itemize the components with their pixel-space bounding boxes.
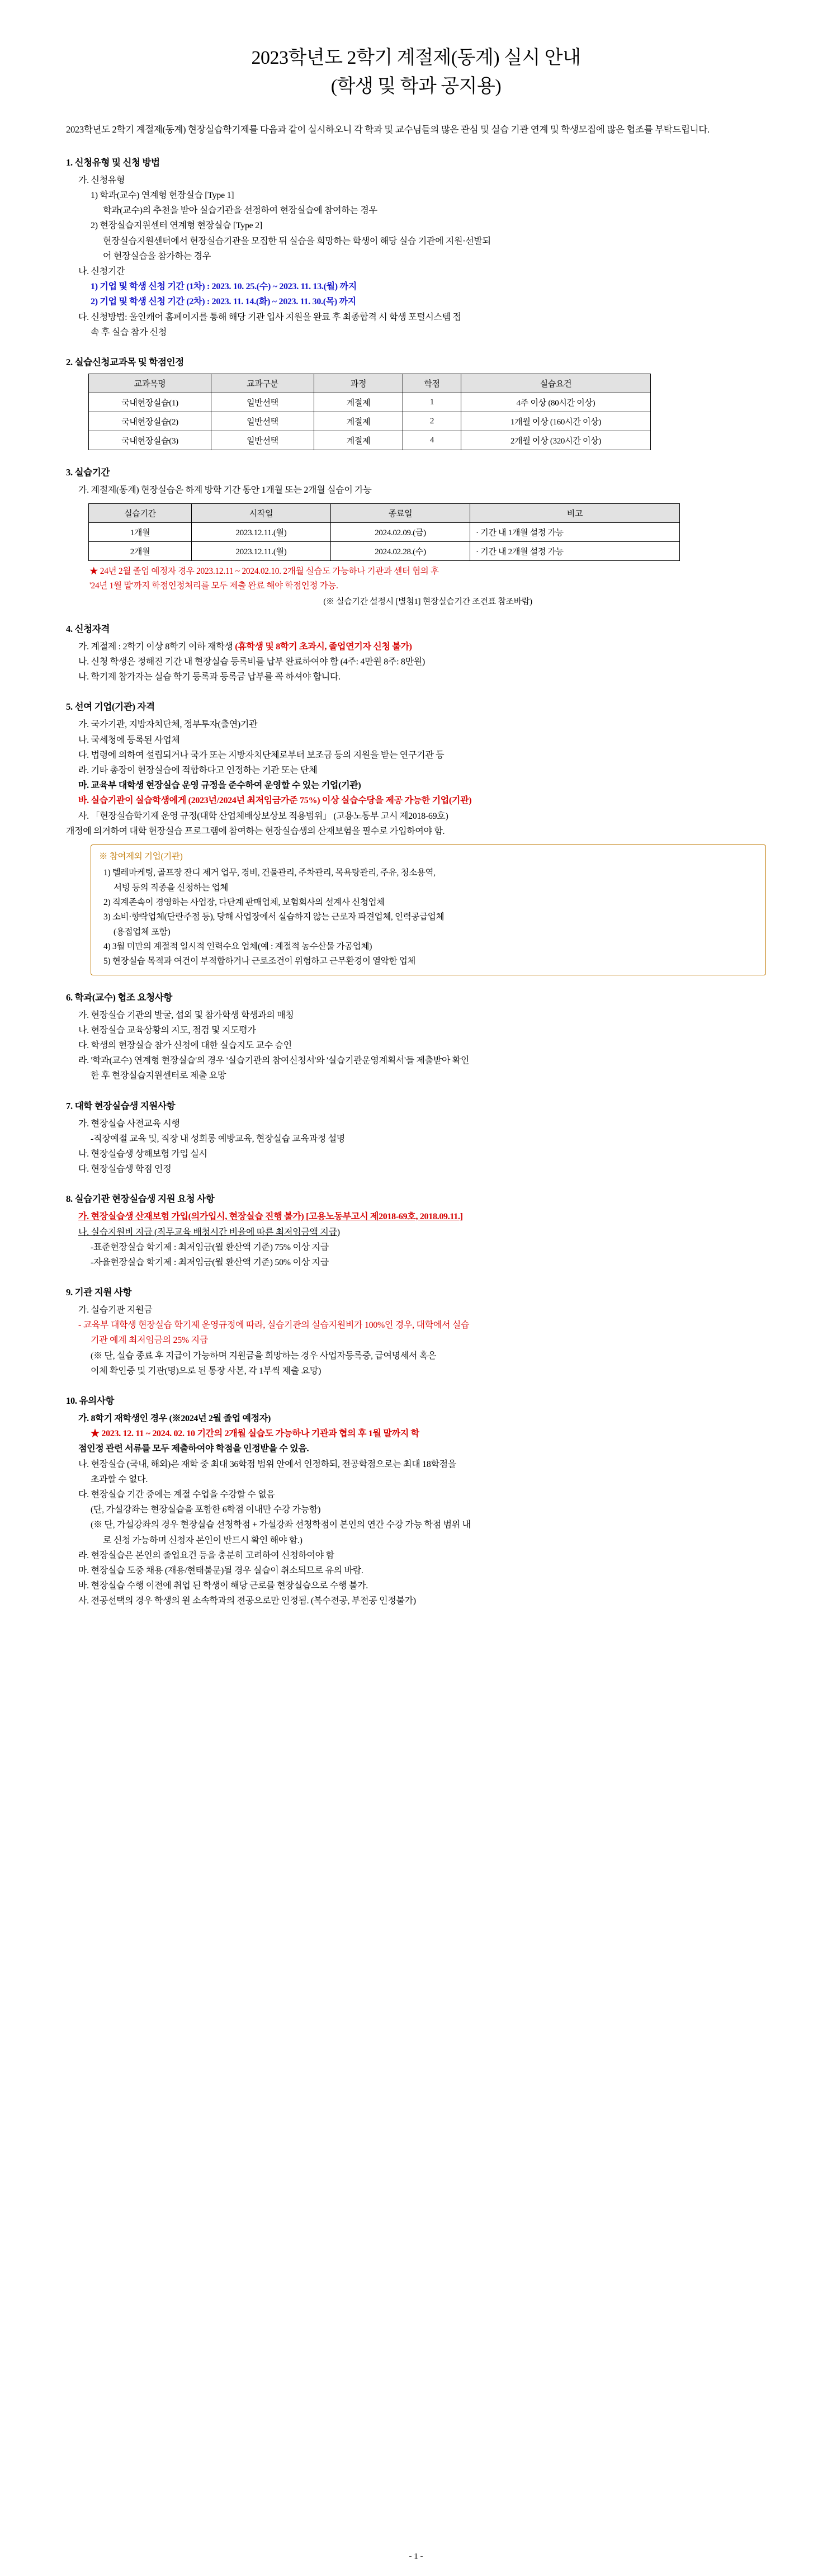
section-heading: 1. 신청유형 및 신청 방법 (66, 157, 160, 168)
section-notes (66, 1393, 766, 1608)
list-item-text: 가. 계절제 : 2학기 이상 8학기 이하 재학생 (78, 641, 235, 652)
note-line: ★ 24년 2월 졸업 예정자 경우 2023.12.11 ~ 2024.02.10. 2개월 실습도 가능하나 기관과 센터 협의 후 (89, 567, 439, 577)
section-application (66, 155, 766, 340)
list-item: 가. 현장실습 사전교육 시행 (78, 1119, 180, 1129)
section-heading: 9. 기관 지원 사항 (66, 1287, 132, 1298)
section-department-request (66, 990, 766, 1084)
table-cell: 국내현장실습(3) (89, 431, 211, 450)
list-item: -표준현장실습 학기제 : 최저임금(월 환산액 기준) 75% 이상 지급 (91, 1242, 329, 1252)
box-line: 서빙 등의 직종을 신청하는 업체 (114, 883, 229, 893)
section-heading: 4. 신청자격 (66, 623, 110, 634)
box-line: 1) 텔레마케팅, 골프장 잔디 제거 업무, 경비, 건물관리, 주차관리, 목욕탕관리, 주유, 청소용역, (103, 868, 436, 878)
section-heading: 3. 실습기간 (66, 466, 110, 478)
section-eligibility (66, 621, 766, 685)
table-cell: 2023.12.11.(월) (192, 523, 331, 542)
list-item: 초과할 수 없다. (91, 1474, 148, 1484)
section-heading: 10. 유의사항 (66, 1395, 115, 1406)
list-item: (※ 단, 실습 종료 후 지급이 가능하며 지원금을 희망하는 경우 사업자등록증, 급여명세서 혹은 (91, 1351, 437, 1361)
intro-paragraph: 2023학년도 2학기 계절제(동계) 현장실습학기제를 다음과 같이 실시하오니 각 학과 및 교수님들의 많은 관심 및 실습 기관 연계 및 학생모집에 많은 협조를 부탁드립니다. (66, 124, 710, 135)
table-header-cell: 교과구분 (211, 374, 314, 393)
table-row (89, 523, 680, 542)
section-heading: 8. 실습기관 현장실습생 지원 요청 사항 (66, 1193, 215, 1205)
table-cell: 2개월 (89, 542, 192, 561)
page-number: - 1 - (409, 2552, 423, 2561)
table-header-cell: 학점 (403, 374, 461, 393)
table-row (89, 431, 651, 450)
list-item: -직장예절 교육 및, 직장 내 성희롱 예방교육, 현장실습 교육과정 설명 (91, 1134, 345, 1144)
table-header-cell: 과정 (314, 374, 403, 393)
list-item: 나. 국세청에 등록된 사업체 (78, 735, 180, 745)
list-item: 다. 법령에 의하여 설립되거나 국가 또는 지방자치단체로부터 보조금 등의 지원을 받는 연구기관 등 (78, 750, 445, 760)
table-header-cell: 비고 (470, 504, 680, 523)
table-row (89, 542, 680, 561)
list-item-highlight: (휴학생 및 8학기 초과시, 졸업연기자 신청 불가) (235, 641, 412, 652)
list-item: ★ 2023. 12. 11 ~ 2024. 02. 10 기간의 2개월 실습도 가능하나 기관과 협의 후 1월 말까지 학 (91, 1429, 419, 1439)
table-cell: 4주 이상 (80시간 이상) (461, 393, 651, 412)
list-item: 사. 「현장실습학기제 운영 규정(대학 산업체배상보상보 적용범위」 (고용노동부 고시 제2018-69호) (78, 811, 448, 821)
list-item: 2) 현장실습지원센터 연계형 현장실습 [Type 2] (91, 221, 262, 231)
list-item: 가. 현장실습 기관의 발굴, 섭외 및 참가학생 학생과의 매칭 (78, 1010, 294, 1020)
list-item: 학과(교수)의 추천을 받아 실습기관을 선정하여 현장실습에 참여하는 경우 (103, 206, 377, 216)
period-table (88, 503, 680, 561)
list-item: 나. 신청 학생은 정해진 기간 내 현장실습 등록비를 납부 완료하여야 함 (4주: 4만원 8주: 8만원) (78, 657, 425, 667)
excluded-companies-box (91, 844, 766, 975)
table-header-cell: 실습기간 (89, 504, 192, 523)
section-heading: 2. 실습신청교과목 및 학점인정 (66, 356, 184, 367)
list-item: 속 후 실습 참가 신청 (91, 327, 167, 337)
list-item: 다. 신청방법: 울인캐어 홈페이지를 통해 해당 기관 입사 지원을 완료 후 최종합격 시 학생 포털시스템 접 (78, 312, 461, 322)
list-item: 나. 현장실습 교육상황의 지도, 점검 및 지도평가 (78, 1025, 256, 1035)
box-line: 3) 소비·향락업체(단란주점 등), 당해 사업장에서 실습하지 않는 근로자 파견업체, 인력공급업체 (103, 912, 445, 922)
list-item: 현장실습지원센터에서 현장실습기관을 모집한 뒤 실습을 희망하는 학생이 해당 실습 기관에 지원·선발되 (103, 236, 491, 246)
table-cell: 2개월 이상 (320시간 이상) (461, 431, 651, 450)
section-institution-request (66, 1191, 766, 1270)
list-item: 어 현장실습을 참가하는 경우 (103, 251, 211, 261)
section-heading: 6. 학과(교수) 협조 요청사항 (66, 992, 173, 1003)
table-cell: 1개월 (89, 523, 192, 542)
list-item: 마. 현장실습 도중 채용 (재용/현태불문)될 경우 실습이 취소되므로 유의 바람. (78, 1565, 363, 1575)
table-cell: 일반선택 (211, 393, 314, 412)
table-header-cell: 종료일 (331, 504, 470, 523)
note-line: '24년 1월 말'까지 학점인정처리를 모두 제출 완료 해야 학점인정 가능. (89, 581, 338, 591)
section-heading: 7. 대학 현장실습생 지원사항 (66, 1100, 176, 1111)
section-institution-support (66, 1285, 766, 1379)
list-item: 가. 국가기관, 지방자치단체, 정부투자(출연)기관 (78, 720, 258, 730)
section-company-qualification (66, 699, 766, 975)
list-item: 가. 현장실습생 산재보험 가입(의가입시, 현장실습 진행 불가) [고용노동부고시 제2018-69호, 2018.09.11.] (78, 1212, 463, 1222)
table-header-row (89, 504, 680, 523)
list-item: 다. 학생의 현장실습 참가 신청에 대한 실습지도 교수 승인 (78, 1041, 292, 1050)
table-cell: 2024.02.09.(금) (331, 523, 470, 542)
course-credit-table (88, 374, 651, 450)
page-title (66, 44, 766, 101)
list-item: 기관 예계 최저임금의 25% 지급 (91, 1336, 208, 1346)
list-item: (단, 가설강좌는 현장실습을 포함한 6학점 이내만 수강 가능함) (91, 1505, 321, 1515)
list-item: 나. 현장실습 (국내, 해외)은 재학 중 최대 36학점 범위 안에서 인정하되, 전공학점으로는 최대 18학점을 (78, 1459, 456, 1469)
list-item (78, 1225, 766, 1240)
list-item: 가. 8학기 재학생인 경우 (※2024년 2월 졸업 예정자) (78, 1414, 271, 1423)
table-header-cell: 시작일 (192, 504, 331, 523)
table-header-cell: 실습요건 (461, 374, 651, 393)
table-row (89, 393, 651, 412)
note-line: (※ 실습기간 설정시 [별첨1] 현장실습기간 조건표 참조바람) (323, 597, 532, 606)
list-item: -자율현장실습 학기제 : 최저임금(월 환산액 기준) 50% 이상 지급 (91, 1257, 329, 1267)
box-line: 5) 현장실습 목적과 여건이 부적합하거나 근로조건이 위험하고 근무환경이 열악한 업체 (103, 956, 416, 966)
table-cell: 4 (403, 431, 461, 450)
list-item: 가. 신청유형 (78, 175, 125, 185)
list-item: 다. 현장실습생 학점 인정 (78, 1164, 172, 1174)
list-item: 라. '학과(교수) 연계형 현장실습'의 경우 '실습기관의 참여신청서'와 '실습기관운영계획서'들 제출받아 확인 (78, 1056, 470, 1066)
table-cell: 1 (403, 393, 461, 412)
list-item: 바. 실습기관이 실습학생에게 (2023년/2024년 최저임금가준 75%) 이상 실습수당을 제공 가능한 기업(기관) (78, 796, 472, 806)
title-line-1: 2023학년도 2학기 계절제(동계) 실시 안내 (251, 48, 581, 68)
box-line: 2) 직계존속이 경영하는 사업장, 다단계 판매업체, 보험회사의 설계사 신청업체 (103, 897, 385, 907)
section-university-support (66, 1098, 766, 1177)
list-item: - 교육부 대학생 현장실습 학기제 운영규정에 따라, 실습기관의 실습지원비가 100%인 경우, 대학에서 실습 (78, 1320, 470, 1331)
table-row (89, 412, 651, 431)
list-item: 사. 전공선택의 경우 학생의 원 소속학과의 전공으로만 인정됨. (복수전공, 부전공 인정불가) (78, 1596, 416, 1606)
table-cell: 계절제 (314, 393, 403, 412)
table-cell: 국내현장실습(2) (89, 412, 211, 431)
list-item: 2) 기업 및 학생 신청 기간 (2차) : 2023. 11. 14.(화) ~ 2023. 11. 30.(목) 까지 (91, 297, 356, 307)
list-item: 1) 기업 및 학생 신청 기간 (1차) : 2023. 10. 25.(수) ~ 2023. 11. 13.(월) 까지 (91, 282, 357, 292)
list-item: 가. 실습기관 지원금 (78, 1305, 153, 1315)
list-item: 한 후 현장실습지원센터로 제출 요망 (91, 1071, 226, 1081)
list-item: 마. 교육부 대학생 현장실습 운영 규정을 준수하여 운영할 수 있는 기업(기관) (78, 781, 361, 791)
list-item: 점인정 관련 서류를 모두 제출하여야 학점을 인정받을 수 있음. (78, 1444, 309, 1454)
section-period (66, 465, 766, 607)
table-cell: · 기간 내 1개월 설정 가능 (470, 523, 680, 542)
box-title: ※ 참여제외 기업(기관) (99, 851, 183, 861)
list-item: 개정에 의거하여 대학 현장실습 프로그램에 참여하는 현장실습생의 산재보험을 필수로 가입하여야 함. (66, 826, 445, 836)
table-cell: · 기간 내 2개월 설정 가능 (470, 542, 680, 561)
list-item: 바. 현장실습 수행 이전에 취업 된 학생이 해당 근로를 현장실습으로 수행 불가. (78, 1581, 368, 1591)
section-courses (66, 355, 766, 450)
list-item (78, 639, 766, 654)
list-item: (※ 단, 가설강좌의 경우 현장실습 선청학점 + 가설강좌 선청학점이 본인의 연간 수강 가능 학점 범위 내 (91, 1520, 471, 1530)
list-item: 이체 확인증 및 기관(명)으로 된 통장 사본, 각 1부씩 제출 요망) (91, 1366, 322, 1376)
title-line-2: (학생 및 학과 공지용) (330, 76, 502, 97)
list-item-text: 나. 실습지원비 지급 (직무교육 배청시간 비율에 따른 최저임금액 지급) (78, 1227, 340, 1237)
list-item: 나. 학기제 참가자는 실습 학기 등록과 등록금 납부를 꼭 하셔야 합니다. (78, 672, 341, 682)
table-cell: 2 (403, 412, 461, 431)
table-cell: 계절제 (314, 431, 403, 450)
table-cell: 일반선택 (211, 431, 314, 450)
table-header-row (89, 374, 651, 393)
table-cell: 국내현장실습(1) (89, 393, 211, 412)
table-cell: 계절제 (314, 412, 403, 431)
list-item: 라. 현장실습은 본인의 졸업요건 등을 충분히 고려하여 신청하여야 함 (78, 1550, 334, 1560)
table-cell: 일반선택 (211, 412, 314, 431)
table-header-cell: 교과목명 (89, 374, 211, 393)
list-item: 다. 현장실습 기간 중에는 계절 수업을 수강할 수 없음 (78, 1489, 275, 1499)
list-item: 나. 현장실습생 상해보험 가입 실시 (78, 1149, 207, 1159)
section-heading: 5. 선여 기업(기관) 자격 (66, 701, 155, 713)
table-cell: 2023.12.11.(월) (192, 542, 331, 561)
list-item: 라. 기타 총장이 현장실습에 적합하다고 인정하는 기관 또는 단체 (78, 765, 318, 775)
list-item: 로 신청 가능하며 신청자 본인이 반드시 확인 해야 함.) (103, 1535, 302, 1545)
table-cell: 2024.02.28.(수) (331, 542, 470, 561)
list-item: 나. 신청기간 (78, 267, 125, 276)
list-item: 1) 학과(교수) 연계형 현장실습 [Type 1] (91, 191, 234, 201)
box-line: (용접업체 포함) (114, 927, 171, 937)
list-item: 가. 계절제(동계) 현장실습은 하계 방학 기간 동안 1개월 또는 2개월 실습이 가능 (78, 485, 372, 495)
box-line: 4) 3월 미만의 계절적 일시적 인력수요 업체(예 : 계절적 농수산물 가공업체) (103, 941, 372, 951)
table-cell: 1개월 이상 (160시간 이상) (461, 412, 651, 431)
